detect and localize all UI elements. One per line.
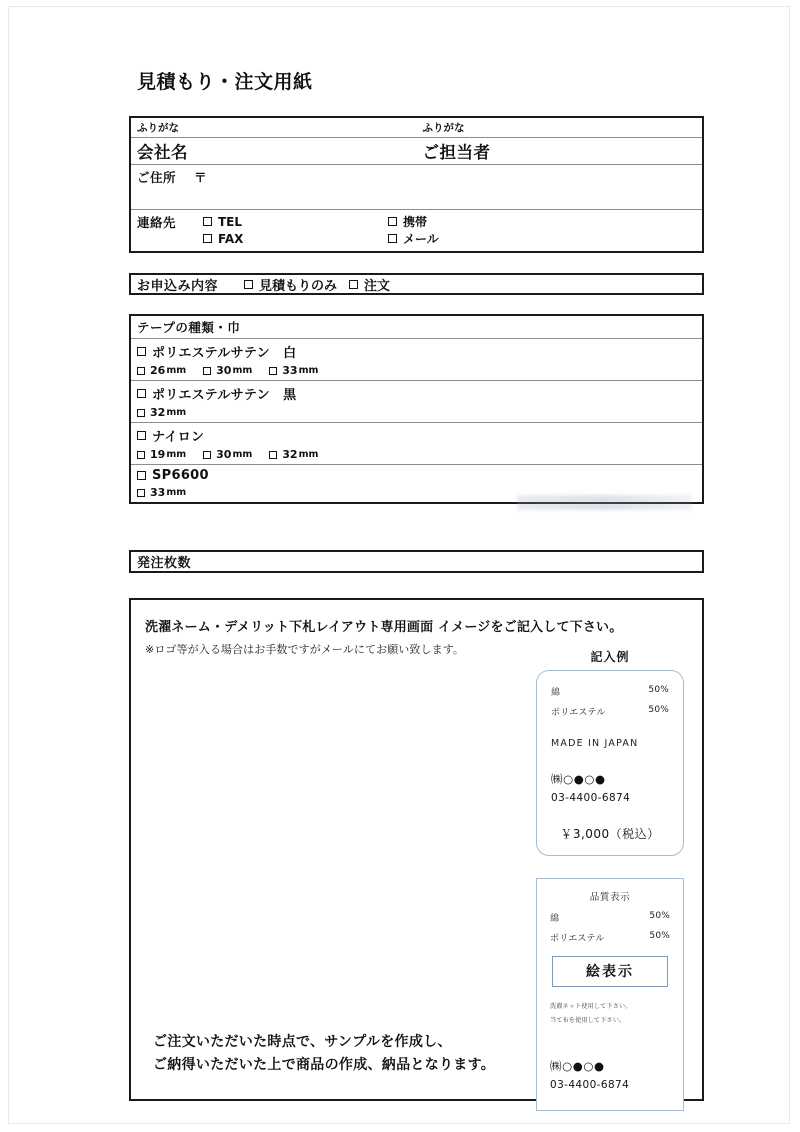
sample1-fiber-row-2	[551, 705, 669, 718]
checkbox-tel-label: TEL	[218, 214, 243, 229]
checkbox-fax-label: FAX	[218, 231, 244, 246]
fiber-name: 綿	[550, 914, 560, 924]
tape-group-label: ナイロン	[152, 430, 205, 445]
contact-methods-row	[131, 210, 702, 251]
checkbox-width-30mm[interactable]	[203, 364, 252, 377]
checkbox-mobile-label: 携帯	[403, 215, 428, 229]
checkbox-tape-sp6600[interactable]	[131, 465, 702, 485]
furigana-company-label: ふりがな	[137, 122, 179, 134]
width-value: 19	[150, 448, 166, 461]
sample-examples-column	[536, 648, 684, 1111]
fiber-percent: 50%	[648, 705, 669, 715]
checkbox-icon[interactable]	[137, 347, 146, 356]
width-unit: mm	[232, 449, 253, 460]
sample2-title: 品質表示	[589, 892, 631, 903]
company-name-label[interactable]: 会社名	[137, 143, 188, 162]
sample-card-care-label	[536, 878, 684, 1111]
width-unit: mm	[166, 487, 187, 498]
checkbox-width-26mm[interactable]	[137, 364, 186, 377]
sample2-phone: 03-4400-6874	[550, 1079, 630, 1091]
address-row[interactable]	[131, 165, 702, 210]
checkbox-icon[interactable]	[349, 280, 358, 289]
width-value: 33	[282, 364, 298, 377]
tape-type-table	[129, 314, 704, 504]
checkbox-email-label: メール	[403, 232, 439, 246]
application-type-row	[129, 273, 704, 295]
checkbox-icon[interactable]	[388, 217, 397, 226]
width-value: 32	[282, 448, 298, 461]
contact-information-table	[129, 116, 704, 253]
postal-code-icon: 〒	[194, 170, 207, 185]
tape-group-label: ポリエステルサテン 白	[152, 346, 297, 361]
checkbox-tape-polyester-black[interactable]	[131, 381, 702, 405]
checkbox-icon[interactable]	[137, 471, 146, 480]
width-unit: mm	[166, 407, 187, 418]
page-title: 見積もり・注文用紙	[137, 71, 313, 93]
tape-widths-polyester-black	[131, 405, 702, 423]
checkbox-width-33mm[interactable]	[137, 486, 186, 499]
contact-methods-line-1	[137, 213, 702, 230]
sample1-phone: 03-4400-6874	[551, 792, 631, 804]
checkbox-estimate-only[interactable]	[244, 275, 337, 294]
checkbox-icon[interactable]	[269, 367, 277, 375]
checkbox-email[interactable]	[388, 230, 573, 247]
width-unit: mm	[166, 365, 187, 376]
sample2-care-line-1: 洗濯ネット使用して下さい。	[550, 1002, 632, 1010]
name-row	[131, 138, 702, 165]
checkbox-width-33mm[interactable]	[269, 364, 318, 377]
sample1-company: ㈱○●○●	[551, 772, 606, 786]
checkbox-icon[interactable]	[137, 489, 145, 497]
tape-group-label: ポリエステルサテン 黒	[152, 388, 297, 403]
checkbox-fax[interactable]	[203, 232, 388, 246]
width-value: 30	[216, 364, 232, 377]
sample2-fiber-row-2	[550, 931, 670, 944]
checkbox-icon[interactable]	[203, 367, 211, 375]
fiber-name: 綿	[551, 688, 561, 698]
contact-methods-line-2	[137, 230, 702, 247]
width-value: 33	[150, 486, 166, 499]
application-type-label: お申込み内容	[137, 278, 219, 294]
tape-widths-nylon	[131, 447, 702, 465]
checkbox-width-30mm[interactable]	[203, 448, 252, 461]
checkbox-icon[interactable]	[137, 451, 145, 459]
tape-table-header: テープの種類・巾	[131, 316, 702, 339]
order-quantity-label: 発注枚数	[137, 556, 192, 571]
checkbox-icon[interactable]	[137, 389, 146, 398]
width-value: 26	[150, 364, 166, 377]
furigana-row	[131, 118, 702, 138]
layout-instruction-title: 洗濯ネーム・デメリット下札レイアウト専用画面 イメージをご記入して下さい。	[145, 620, 623, 635]
sample2-fiber-row-1	[550, 911, 670, 924]
checkbox-icon[interactable]	[137, 409, 145, 417]
width-value: 30	[216, 448, 232, 461]
checkbox-width-32mm[interactable]	[137, 406, 186, 419]
order-form-sheet	[129, 67, 704, 1101]
sample2-care-line-2: 当て布を使用して下さい。	[550, 1016, 626, 1024]
width-unit: mm	[298, 365, 319, 376]
checkbox-estimate-only-label: 見積もりのみ	[259, 278, 338, 294]
checkbox-icon[interactable]	[388, 234, 397, 243]
checkbox-tape-nylon[interactable]	[131, 423, 702, 447]
closing-line-1: ご注文いただいた時点で、サンプルを作成し、	[153, 1033, 452, 1050]
width-unit: mm	[166, 449, 187, 460]
checkbox-order[interactable]	[349, 275, 390, 294]
sample-card-hang-tag	[536, 670, 684, 856]
checkbox-icon[interactable]	[203, 234, 212, 243]
tape-group-nylon	[131, 423, 702, 465]
tape-group-label: SP6600	[152, 468, 209, 483]
sample1-fiber-row-1	[551, 685, 669, 698]
scan-artifact	[517, 495, 692, 510]
checkbox-icon[interactable]	[244, 280, 253, 289]
width-value: 32	[150, 406, 166, 419]
closing-statement	[153, 1031, 495, 1077]
sample1-origin: MADE IN JAPAN	[551, 738, 639, 749]
layout-instruction-note: ※ロゴ等が入る場合はお手数ですがメールにてお願い致します。	[145, 643, 465, 656]
checkbox-order-label: 注文	[364, 278, 391, 294]
contact-methods-label: 連絡先	[137, 214, 177, 230]
fiber-name: ポリエステル	[550, 934, 605, 944]
checkbox-mobile[interactable]	[388, 213, 573, 230]
checkbox-tape-polyester-white[interactable]	[131, 339, 702, 363]
sample1-price: ￥3,000（税込）	[560, 827, 660, 841]
fiber-percent: 50%	[649, 931, 670, 941]
sample2-pictogram-box: 絵表示	[552, 956, 668, 987]
closing-line-2: ご納得いただいた上で商品の作成、納品となります。	[153, 1056, 496, 1073]
tape-group-polyester-white	[131, 339, 702, 381]
sample-heading: 記入例	[590, 650, 630, 664]
address-label: ご住所	[137, 170, 177, 185]
tape-widths-polyester-white	[131, 363, 702, 381]
furigana-person-label: ふりがな	[422, 122, 465, 134]
contact-person-label[interactable]: ご担当者	[422, 143, 491, 162]
checkbox-icon[interactable]	[137, 431, 146, 440]
checkbox-icon[interactable]	[269, 451, 277, 459]
checkbox-icon[interactable]	[203, 451, 211, 459]
fiber-name: ポリエステル	[551, 708, 606, 718]
width-unit: mm	[298, 449, 319, 460]
order-quantity-row[interactable]	[129, 550, 704, 573]
checkbox-width-19mm[interactable]	[137, 448, 186, 461]
fiber-percent: 50%	[649, 911, 670, 921]
layout-drawing-area[interactable]	[129, 598, 704, 1101]
fiber-percent: 50%	[648, 685, 669, 695]
width-unit: mm	[232, 365, 253, 376]
sample2-company: ㈱○●○●	[550, 1059, 605, 1073]
tape-group-polyester-black	[131, 381, 702, 423]
page-frame	[8, 6, 790, 1124]
checkbox-icon[interactable]	[137, 367, 145, 375]
checkbox-tel[interactable]	[203, 215, 388, 229]
checkbox-width-32mm[interactable]	[269, 448, 318, 461]
checkbox-icon[interactable]	[203, 217, 212, 226]
